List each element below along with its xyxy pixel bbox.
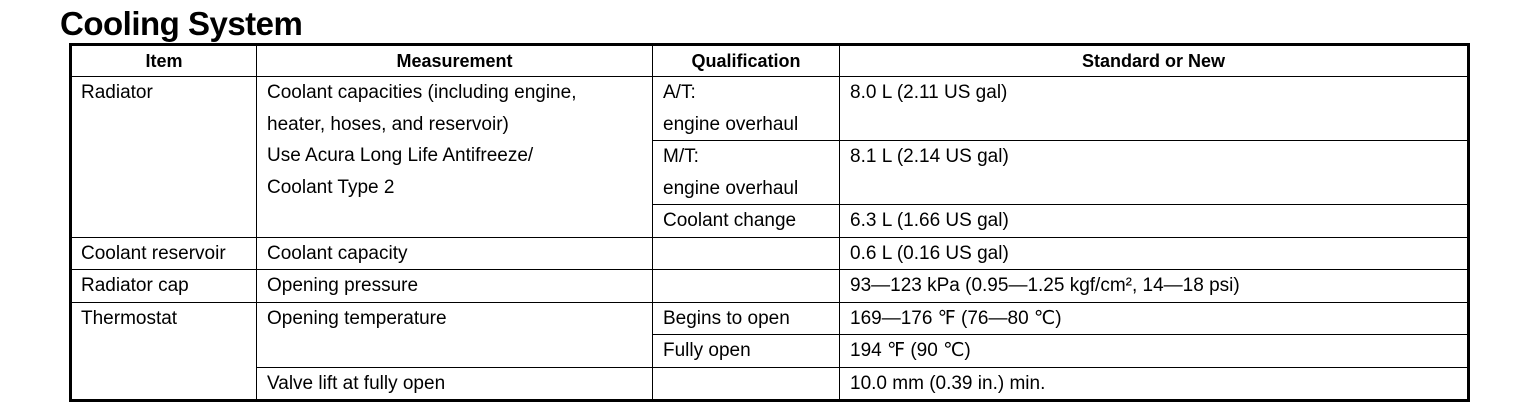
table-header-row <box>71 45 1469 77</box>
measurement-line: Opening temperature <box>267 307 447 329</box>
qualification-line: A/T: <box>663 82 696 103</box>
value-begins-to-open: 169—176 ℉ (76—80 ℃) <box>840 302 1469 335</box>
table-row <box>71 270 1469 303</box>
qualification-at <box>653 77 840 141</box>
measurement-line: Coolant capacities (including engine, <box>267 82 577 103</box>
qualification-line: M/T: <box>663 146 699 167</box>
qualification-coolant-change: Coolant change <box>653 205 840 238</box>
header-item: Item <box>71 45 257 77</box>
value-mt: 8.1 L (2.14 US gal) <box>840 141 1469 205</box>
qualification-empty <box>653 237 840 270</box>
item-coolant-reservoir: Coolant reservoir <box>71 237 257 270</box>
measurement-valve-lift: Valve lift at fully open <box>257 367 653 401</box>
value-reservoir: 0.6 L (0.16 US gal) <box>840 237 1469 270</box>
header-standard: Standard or New <box>840 45 1469 77</box>
measurement-opening-pressure: Opening pressure <box>257 270 653 303</box>
qualification-mt <box>653 141 840 205</box>
measurement-line: Coolant Type 2 <box>267 176 395 198</box>
measurement-radiator <box>257 77 653 238</box>
measurement-opening-temperature <box>257 302 653 367</box>
qualification-line: engine overhaul <box>663 177 799 199</box>
measurement-coolant-capacity: Coolant capacity <box>257 237 653 270</box>
item-label: Thermostat <box>81 307 178 329</box>
item-thermostat <box>71 302 257 401</box>
value-valve-lift: 10.0 mm (0.39 in.) min. <box>840 367 1469 401</box>
qualification-empty <box>653 367 840 401</box>
qualification-fully-open: Fully open <box>653 335 840 368</box>
value-at: 8.0 L (2.11 US gal) <box>840 77 1469 141</box>
spec-table <box>69 43 1470 402</box>
qualification-begins-to-open: Begins to open <box>653 302 840 335</box>
measurement-line: Use Acura Long Life Antifreeze/ <box>267 145 534 166</box>
qualification-empty <box>653 270 840 303</box>
table-row <box>71 302 1469 335</box>
header-qualification: Qualification <box>653 45 840 77</box>
qualification-line: engine overhaul <box>663 113 799 135</box>
page-title: Cooling System <box>60 5 303 42</box>
item-label: Radiator <box>81 82 153 103</box>
measurement-line: heater, hoses, and reservoir) <box>267 113 509 135</box>
item-radiator-cap: Radiator cap <box>71 270 257 303</box>
header-measurement: Measurement <box>257 45 653 77</box>
value-fully-open: 194 ℉ (90 ℃) <box>840 335 1469 368</box>
value-cap: 93—123 kPa (0.95—1.25 kgf/cm², 14—18 psi) <box>840 270 1469 303</box>
table-row <box>71 367 1469 401</box>
value-coolant-change: 6.3 L (1.66 US gal) <box>840 205 1469 238</box>
item-radiator <box>71 77 257 238</box>
table-row <box>71 237 1469 270</box>
